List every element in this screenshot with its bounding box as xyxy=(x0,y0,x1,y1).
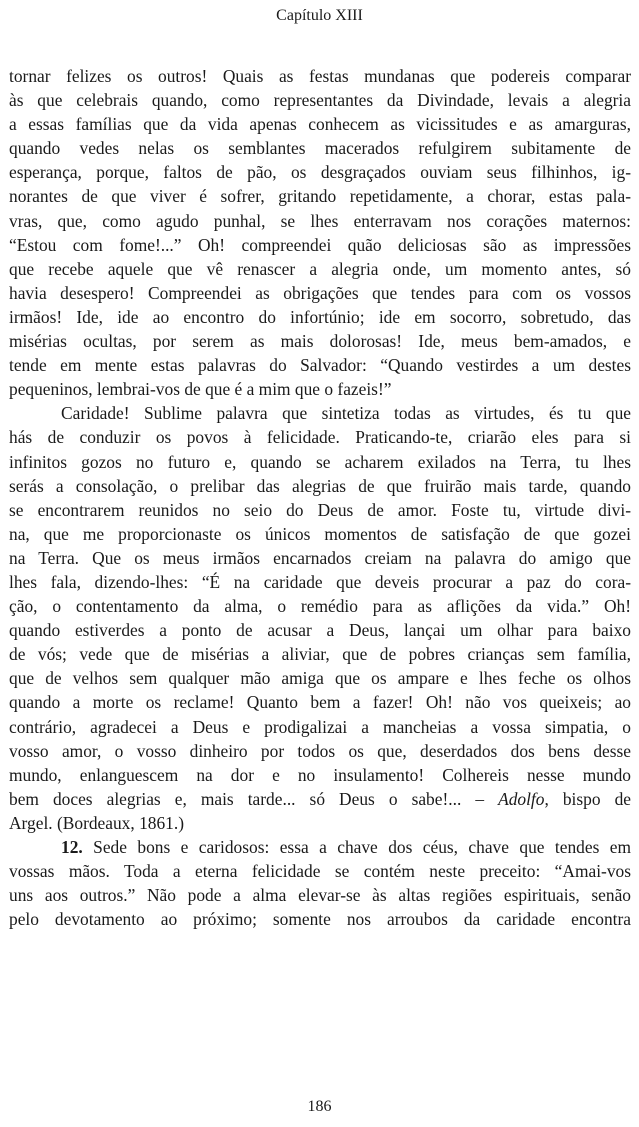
text-line: pelo devotamento ao próximo; somente nos arroubos da caridade encontra xyxy=(9,909,631,930)
signature-line-tail: , bispo de xyxy=(544,788,631,809)
text-line: infinitos gozos no futuro e, quando se acharem exilados na Terra, tu lhes xyxy=(9,451,631,472)
text-line: mundo, enlanguescem na dor e no insulamento! Colhereis nesse mundo xyxy=(9,764,631,785)
text-line: que de velhos sem qualquer mão amiga que os ampare e lhes feche os olhos xyxy=(9,668,631,689)
page-number: 186 xyxy=(307,1098,332,1115)
text-line: esperança, porque, faltos de pão, os desgraçados ouviam seus filhinhos, ig- xyxy=(9,162,631,183)
closing-line: Argel. (Bordeaux, 1861.) xyxy=(9,812,184,833)
text-line: uns aos outros.” Não pode a alma elevar-se às altas regiões espirituais, senão xyxy=(9,885,631,906)
paragraph-1 xyxy=(9,64,631,401)
text-line: havia desespero! Compreendei as obrigações que tendes para com os vossos xyxy=(9,282,631,303)
item-number: 12. xyxy=(61,837,83,857)
text-line: tende em mente estas palavras do Salvador: “Quando vestirdes a um destes xyxy=(9,355,631,376)
signature-author: Adolfo xyxy=(498,788,545,809)
text-line: que recebe aquele que vê renascer a alegria onde, um momento antes, só xyxy=(9,258,631,279)
text-line: lhes fala, dizendo-lhes: “É na caridade que deveis procurar a paz do cora- xyxy=(9,571,631,592)
text-line: serás a consolação, o prelibar das alegrias de que fruirão mais tarde, quando xyxy=(9,475,631,496)
text-line: quando vedes nelas os semblantes macerados refulgirem subitamente de xyxy=(9,138,631,159)
body-text xyxy=(9,64,631,931)
text-line: ção, o contentamento da alma, o remédio para as aflições da vida.” Oh! xyxy=(9,596,631,617)
signature-line-text: bem doces alegrias e, mais tarde... só Deus o sabe!... – xyxy=(9,788,499,809)
text-line: se encontrarem reunidos no seio do Deus de amor. Foste tu, virtude divi- xyxy=(9,499,631,520)
text-line: Caridade! Sublime palavra que sintetiza todas as virtudes, és tu que xyxy=(61,403,631,424)
first-line-text: Sede bons e caridosos: essa a chave dos céus, chave que tendes em xyxy=(82,837,631,857)
text-line: “Estou com fome!...” Oh! compreendei quão deliciosas são as impressões xyxy=(9,234,631,255)
text-line: quando a morte os reclame! Quanto bem a fazer! Oh! não vos queixeis; ao xyxy=(9,692,631,713)
text-line: pequeninos, lembrai-vos de que é a mim que o fazeis!” xyxy=(9,379,392,400)
chapter-title: Capítulo XIII xyxy=(276,7,363,24)
text-line: de vós; vede que de misérias a aliviar, que de pobres crianças sem família, xyxy=(9,644,631,665)
text-line: irmãos! Ide, ide ao encontro do infortúnio; ide em socorro, sobretudo, das xyxy=(9,306,631,327)
text-line: vossas mãos. Toda a eterna felicidade se contém neste preceito: “Amai-vos xyxy=(9,861,631,882)
text-line: na, que me proporcionaste os únicos momentos de satisfação de que gozei xyxy=(9,523,631,544)
text-line: vosso amor, o vosso dinheiro por todos os que, deserdados dos bens desse xyxy=(9,740,631,761)
text-line: tornar felizes os outros! Quais as festas mundanas que podereis comparar xyxy=(9,66,631,86)
text-line: a essas famílias que da vida apenas conhecem as vicissitudes e as amarguras, xyxy=(9,114,631,135)
signature-line xyxy=(9,787,631,811)
text-line: quando estiverdes a ponto de acusar a Deus, lançai um olhar para baixo xyxy=(9,620,631,641)
text-line xyxy=(9,835,631,859)
text-line: misérias ocultas, por serem as mais dolorosas! Ide, meus bem-amados, e xyxy=(9,331,631,352)
running-header xyxy=(0,6,639,26)
paragraph-2 xyxy=(9,401,631,835)
text-line: norantes de que viver é sofrer, gritando repetidamente, a chorar, estas pala- xyxy=(9,186,631,207)
text-line: vras, que, como agudo punhal, se lhes enterravam nos corações maternos: xyxy=(9,210,631,231)
paragraph-3 xyxy=(9,835,631,931)
text-line: às que celebrais quando, como representantes da Divindade, levais a alegria xyxy=(9,90,631,111)
text-line: contrário, agradecei a Deus e prodigalizai a mancheias a vossa simpatia, o xyxy=(9,716,631,737)
text-line: na Terra. Que os meus irmãos encarnados creiam na palavra do amigo que xyxy=(9,547,631,568)
text-line: hás de conduzir os povos à felicidade. Praticando-te, criarão eles para si xyxy=(9,427,631,448)
